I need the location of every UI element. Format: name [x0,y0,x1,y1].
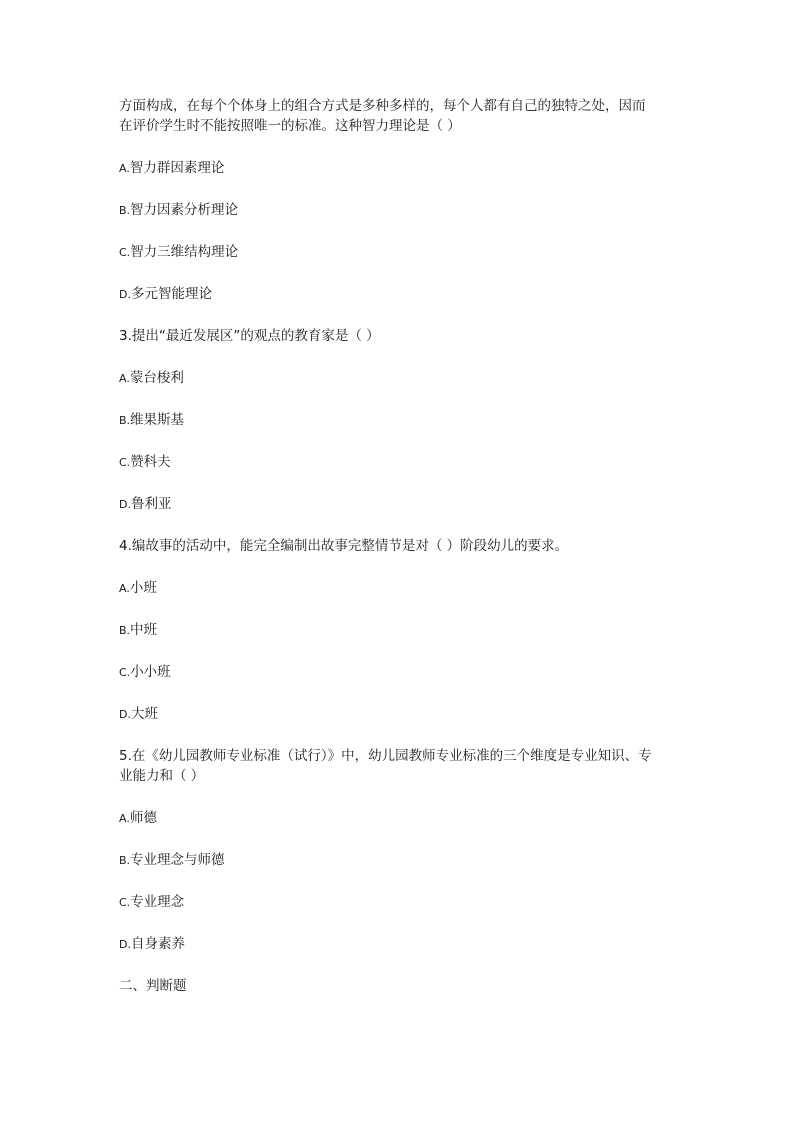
question-4-stem: 4.编故事的活动中，能完全编制出故事完整情节是对（ ）阶段幼儿的要求。 [119,538,569,554]
question-4-option-d [119,704,679,724]
option-letter: B. [119,204,131,217]
option-letter: B. [119,624,131,637]
option-text: 智力因素分析理论 [130,202,239,218]
option-letter: C. [119,246,131,259]
option-text: 维果斯基 [130,412,185,428]
question-5-option-b [119,850,679,870]
option-text: 中班 [130,622,158,638]
option-letter: A. [119,372,130,385]
option-text: 小小班 [130,664,171,680]
question-4-option-c [119,662,679,682]
option-text: 小班 [129,580,157,596]
question-2-stem-line-2: 在评价学生时不能按照唯一的标准。这种智力理论是（ ） [119,118,461,134]
question-5-stem [119,746,679,786]
question-5-stem-line-2: 业能力和（ ） [119,768,205,784]
question-3-stem: 3.提出“最近发展区”的观点的教育家是（ ） [119,328,380,344]
question-2-option-b [119,200,679,220]
document-page [119,96,679,1018]
option-letter: A. [119,812,130,825]
option-letter: A. [119,162,130,175]
option-text: 鲁利亚 [130,496,172,512]
option-text: 大班 [130,706,158,722]
option-text: 专业理念与师德 [130,852,225,868]
question-5-option-c [119,892,679,912]
question-4-option-a [119,578,679,598]
option-letter: C. [119,666,131,679]
option-letter: B. [119,414,131,427]
option-letter: C. [119,896,131,909]
question-5-option-d [119,934,679,954]
question-5-stem-line-1: 5.在《幼儿园教师专业标准（试行）》中，幼儿园教师专业标准的三个维度是专业知识、专 [119,748,652,764]
option-text: 赞科夫 [130,454,171,470]
option-letter: C. [119,456,131,469]
option-letter: D. [119,708,131,721]
question-3-option-d [119,494,679,514]
option-text: 智力三维结构理论 [130,244,239,260]
option-text: 智力群因素理论 [129,160,225,176]
question-3-option-a [119,368,679,388]
option-letter: B. [119,854,131,867]
option-letter: D. [119,288,131,301]
option-letter: D. [119,938,131,951]
option-text: 多元智能理论 [130,286,212,302]
option-text: 师德 [129,810,157,826]
question-2-stem-line-1: 方面构成，在每个个体身上的组合方式是多种多样的，每个人都有自己的独特之处，因而 [119,98,646,114]
question-4-option-b [119,620,679,640]
option-letter: D. [119,498,131,511]
option-text: 自身素养 [130,936,185,952]
question-2-option-d [119,284,679,304]
section-heading: 二、判断题 [119,978,187,994]
question-2-option-c [119,242,679,262]
question-3-option-b [119,410,679,430]
question-5-option-a [119,808,679,828]
question-3-option-c [119,452,679,472]
question-2-option-a [119,158,679,178]
option-text: 专业理念 [130,894,185,910]
option-letter: A. [119,582,130,595]
question-2-stem [119,96,679,136]
option-text: 蒙台梭利 [129,370,184,386]
